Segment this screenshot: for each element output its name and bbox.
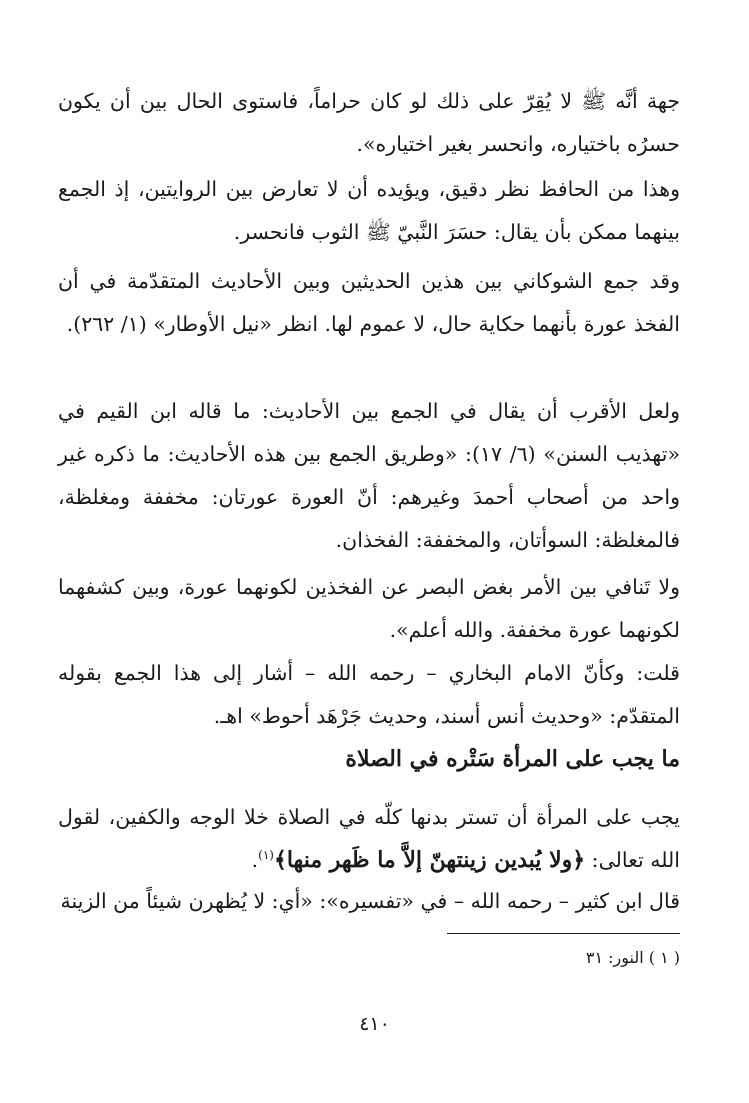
paragraph xyxy=(58,390,680,562)
paragraph xyxy=(58,80,680,166)
paragraph-text xyxy=(58,796,680,882)
paragraph xyxy=(58,652,680,738)
footnote-divider xyxy=(447,933,680,934)
paragraph xyxy=(58,880,700,923)
paragraph-text: جهة أنَّه ﷺ لا يُقِرّ على ذلك لو كان حراماً، فاستوى الحال بين أن يكون حسرُه باختياره، وانحسر بغير اختياره». xyxy=(58,89,680,156)
paragraph xyxy=(58,168,680,254)
paragraph-intro: يجب على المرأة أن تستر بدنها كلّه في الصلاة خلا الوجه والكفين، لقول الله تعالى: xyxy=(58,805,680,872)
footnote-reference[interactable]: (١) xyxy=(258,848,274,863)
quran-verse: ﴿ولا يُبدين زينتهنّ إلاَّ ما ظَهر منها﴾ xyxy=(273,847,586,873)
paragraph-text: ولا تَنافي بين الأمر بغض البصر عن الفخذين لكونهما عورة، وبين كشفهما لكونهما عورة مخففة. والله أعلم». xyxy=(58,575,680,642)
paragraph xyxy=(58,566,680,652)
paragraph xyxy=(58,796,700,882)
paragraph-text: ولعل الأقرب أن يقال في الجمع بين الأحاديث: ما قاله ابن القيم في «تهذيب السنن» (٦/ ١٧): «وطريق الجمع بين هذه الأحاديث: ما ذكره غير واحد من أصحاب أحمدَ وغيرهم: أنّ العورة عورتان: مخففة ومغلظة، فالمغلظة: السوأتان، والمخففة: الفخذان. xyxy=(58,399,680,552)
section-heading: ما يجب على المرأة سَتْره في الصلاة xyxy=(345,746,680,772)
paragraph-end: . xyxy=(251,848,259,872)
paragraph-text: قلت: وكأنّ الامام البخاري – رحمه الله – أشار إلى هذا الجمع بقوله المتقدّم: «وحديث أنس أسند، وحديث جَرْهَد أحوط» اهـ. xyxy=(58,661,680,728)
paragraph-text: وقد جمع الشوكاني بين هذين الحديثين وبين الأحاديث المتقدّمة في أن الفخذ عورة بأنهما حكاية حال، لا عموم لها. انظر «نيل الأوطار» (١/ ٢٦٢). xyxy=(58,269,680,336)
paragraph-text: قال ابن كثير – رحمه الله – في «تفسيره»: «أي: لا يُظهرن شيئاً من الزينة xyxy=(60,889,680,913)
page-number: ٤١٠ xyxy=(359,1013,390,1035)
footnote: ( ١ ) النور: ٣١ xyxy=(585,948,680,967)
paragraph-text: وهذا من الحافظ نظر دقيق، ويؤيده أن لا تعارض بين الروايتين، إذ الجمع بينهما ممكن بأن يقال: حسَرَ النَّبيّ ﷺ الثوب فانحسر. xyxy=(58,177,680,244)
paragraph xyxy=(58,260,680,346)
